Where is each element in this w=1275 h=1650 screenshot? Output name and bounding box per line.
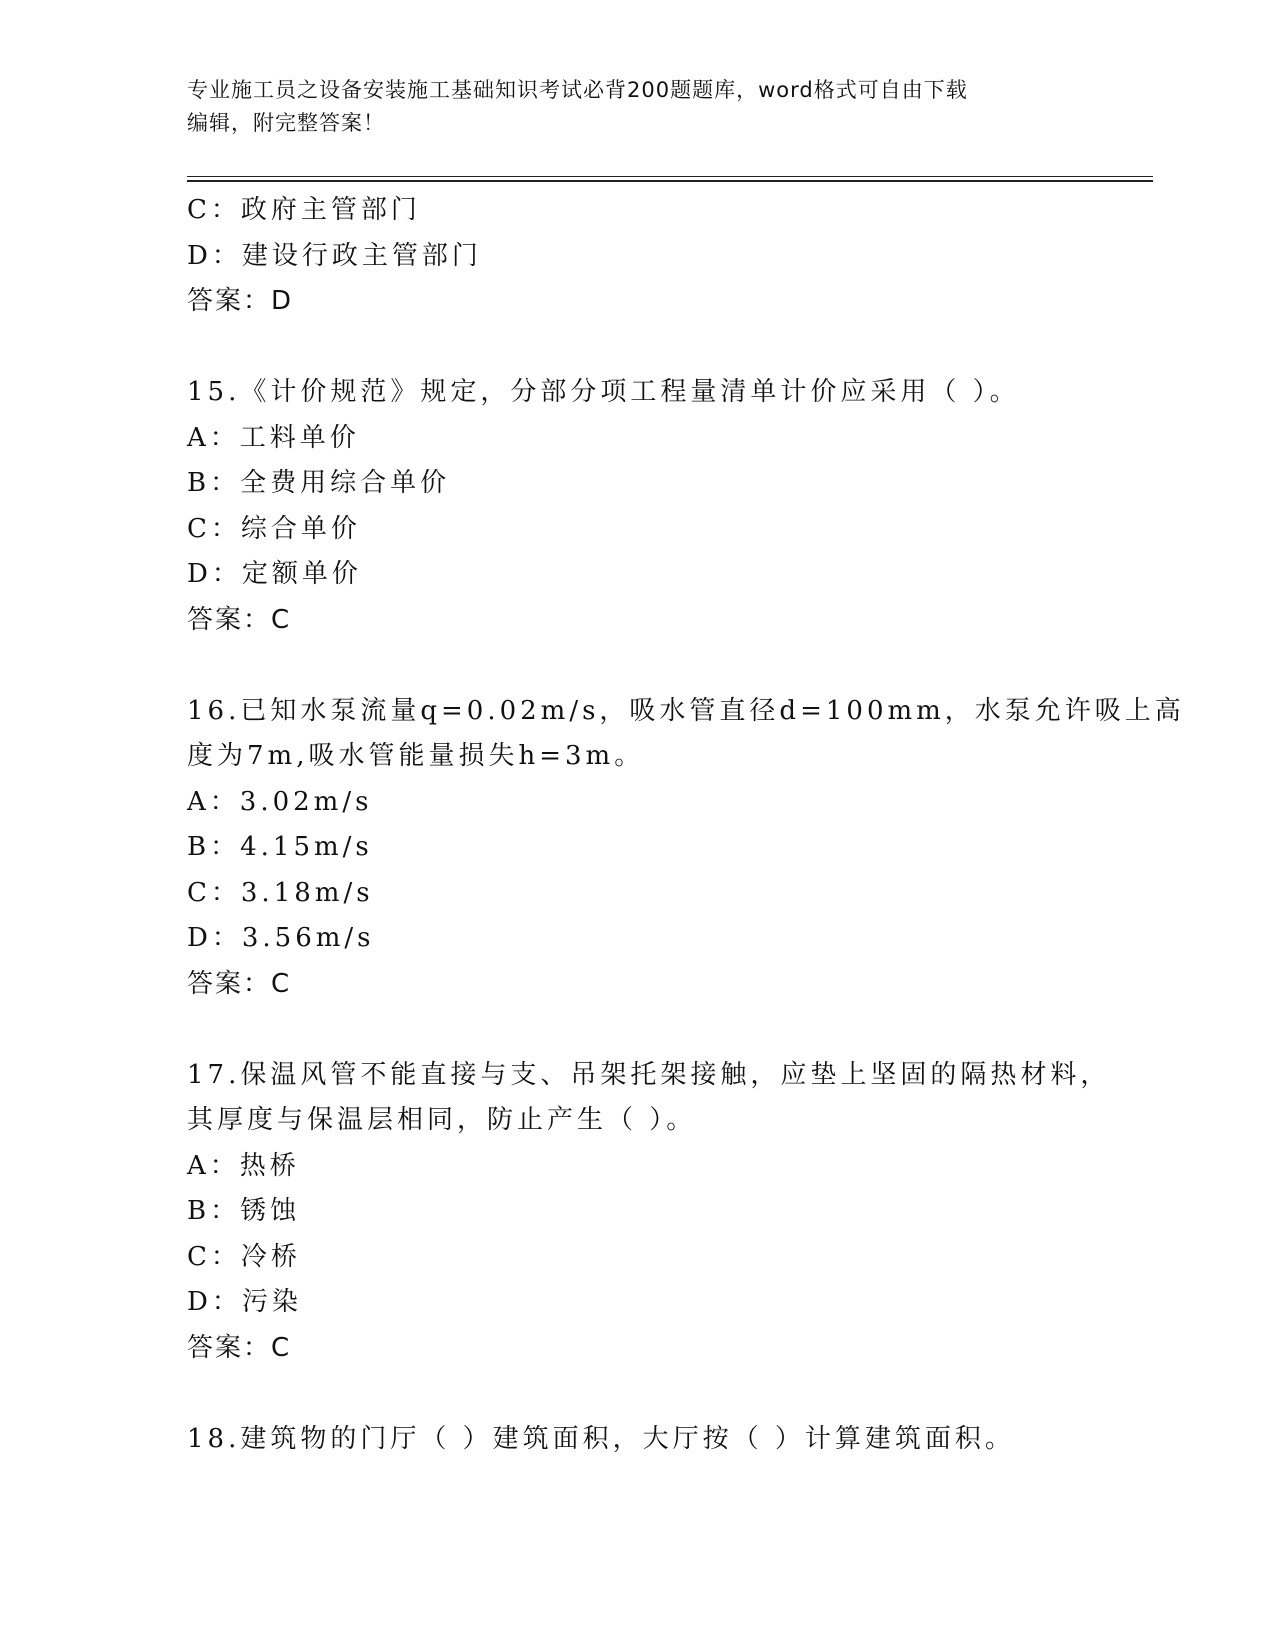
option-b: B：全费用综合单价 (187, 468, 451, 498)
question-stem-continued: 度为7m,吸水管能量损失h=3m。 (187, 741, 645, 771)
option-a: A：热桥 (187, 1150, 300, 1181)
spacer (187, 1371, 1087, 1417)
option-d: D：定额单价 (187, 559, 362, 589)
option-c: C：3.18m/s (187, 877, 374, 908)
spacer (187, 643, 1087, 689)
option-d: D：污染 (187, 1287, 302, 1317)
header-divider-thin (187, 176, 1153, 177)
header-line-2: 编辑，附完整答案！ (187, 111, 385, 135)
question-stem: 15.《计价规范》规定，分部分项工程量清单计价应采用（ ）。 (187, 377, 1020, 407)
option-a: A：工料单价 (187, 422, 360, 453)
question-stem-continued: 其厚度与保温层相同，防止产生（ ）。 (187, 1105, 697, 1135)
question-block-15 (187, 370, 1087, 643)
header-line-1: 专业施工员之设备安装施工基础知识考试必背200题题库，word格式可自由下载 (187, 78, 968, 102)
option-d: D：建设行政主管部门 (187, 240, 482, 271)
option-b: B：锈蚀 (187, 1196, 301, 1226)
option-a: A：3.02m/s (187, 786, 373, 817)
question-stem: 16.已知水泵流量q=0.02m/s，吸水管直径d=100mm，水泵允许吸上高 (187, 695, 1185, 726)
option-b: B：4.15m/s (187, 832, 373, 862)
answer-line: 答案：C (187, 968, 292, 999)
answer-line: 答案：C (187, 1332, 292, 1363)
answer-line: 答案：C (187, 604, 292, 635)
option-c: C：冷桥 (187, 1241, 301, 1272)
option-d: D：3.56m/s (187, 923, 375, 953)
question-block-16 (187, 689, 1185, 1008)
question-block-18 (187, 1417, 1087, 1463)
spacer (187, 325, 1087, 371)
question-block-17 (187, 1053, 1111, 1372)
question-stem: 17.保温风管不能直接与支、吊架托架接触，应垫上坚固的隔热材料， (187, 1059, 1111, 1090)
spacer (187, 1007, 1087, 1053)
option-c: C：政府主管部门 (187, 195, 421, 225)
document-header (187, 74, 1087, 140)
question-block-14 (187, 188, 1087, 325)
answer-line: 答案：D (187, 286, 294, 316)
header-divider-thick (187, 180, 1153, 182)
document-body (187, 188, 1185, 1462)
question-stem: 18.建筑物的门厅（ ）建筑面积，大厅按（ ）计算建筑面积。 (187, 1423, 1015, 1454)
option-c: C：综合单价 (187, 513, 361, 544)
